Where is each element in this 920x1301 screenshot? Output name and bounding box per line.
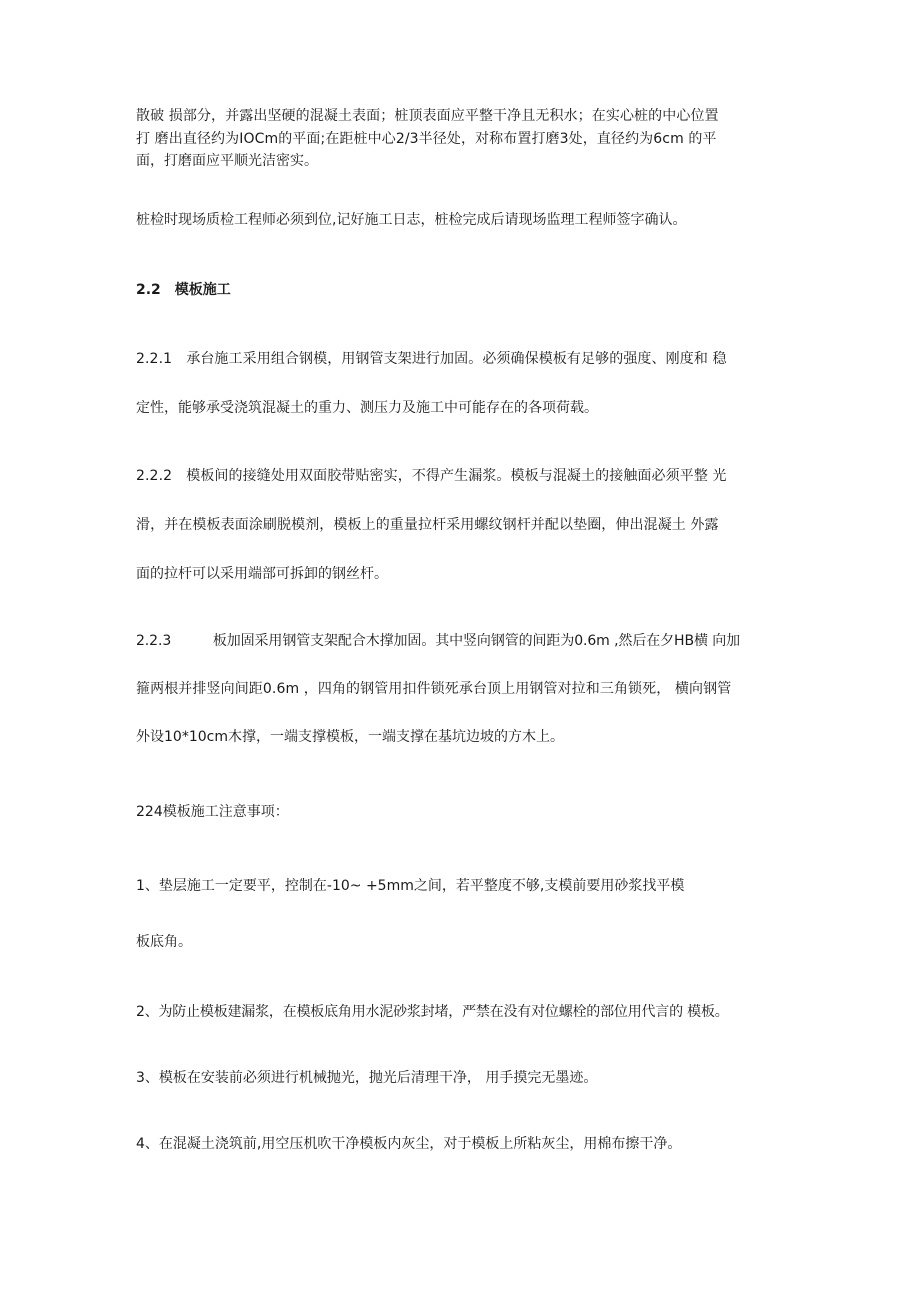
paragraph-pile-grinding-line-1: 散破 损部分，并露出坚硬的混凝土表面；桩顶表面应平整干净且无积水；在实心桩的中心位置 bbox=[136, 108, 719, 124]
list-item-1-line-2: 板底角。 bbox=[136, 934, 192, 950]
list-item-4: 4、在混凝土浇筑前,用空压机吹干净模板内灰尘，对于模板上所粘灰尘，用棉布擦干净。 bbox=[136, 1136, 682, 1152]
list-item-3: 3、模板在安装前必须进行机械抛光，抛光后清理干净， 用手摸完无墨迹。 bbox=[136, 1070, 598, 1086]
paragraph-2-2-3-line-1: 2.2.3 板加固采用钢管支架配合木撑加固。其中竖向钢管的间距为0.6m ,然后在夕HB横 向加 bbox=[136, 633, 741, 649]
paragraph-2-2-2-line-3: 面的拉杆可以采用端部可拆卸的钢丝杆。 bbox=[136, 566, 388, 582]
paragraph-2-2-3-line-3: 外设10*10cm木撑，一端支撑模板，一端支撑在基坑边坡的方木上。 bbox=[136, 729, 564, 745]
paragraph-2-2-3-line-2: 箍两根并排竖向间距0.6m ，四角的钢管用扣件锁死承台顶上用钢管对拉和三角锁死， 横向钢管 bbox=[136, 681, 732, 697]
paragraph-pile-inspection: 桩检时现场质检工程师必须到位,记好施工日志，桩检完成后请现场监理工程师签字确认。 bbox=[136, 212, 687, 228]
paragraph-2-2-1-line-2: 定性，能够承受浇筑混凝土的重力、测压力及施工中可能存在的各项荷载。 bbox=[136, 400, 598, 416]
paragraph-2-2-1-line-1: 2.2.1 承台施工采用组合钢模，用钢管支架进行加固。必须确保模板有足够的强度、刚度和 稳 bbox=[136, 351, 727, 367]
section-title-2-2-4: 224模板施工注意事项： bbox=[136, 804, 289, 820]
list-item-2: 2、为防止模板建漏浆，在模板底角用水泥砂浆封堵，严禁在没有对位螺栓的部位用代言的 模板。 bbox=[136, 1004, 729, 1020]
section-heading-2-2: 2.2 模板施工 bbox=[136, 282, 231, 298]
paragraph-pile-grinding-line-2: 打 磨出直径约为IOCm的平面;在距桩中心2/3半径处，对称布置打磨3处，直径约为6cm 的平 bbox=[136, 131, 717, 147]
paragraph-2-2-2-line-1: 2.2.2 模板间的接缝处用双面胶带贴密实，不得产生漏浆。模板与混凝土的接触面必须平整 光 bbox=[136, 468, 727, 484]
paragraph-2-2-2-line-2: 滑，并在模板表面涂刷脱模剂，模板上的重量拉杆采用螺纹钢杆并配以垫圈，伸出混凝土 外露 bbox=[136, 517, 719, 533]
list-item-1-line-1: 1、垫层施工一定要平，控制在-10~ +5mm之间，若平整度不够,支模前要用砂浆找平模 bbox=[136, 878, 685, 894]
paragraph-pile-grinding-line-3: 面，打磨面应平顺光洁密实。 bbox=[136, 153, 318, 169]
